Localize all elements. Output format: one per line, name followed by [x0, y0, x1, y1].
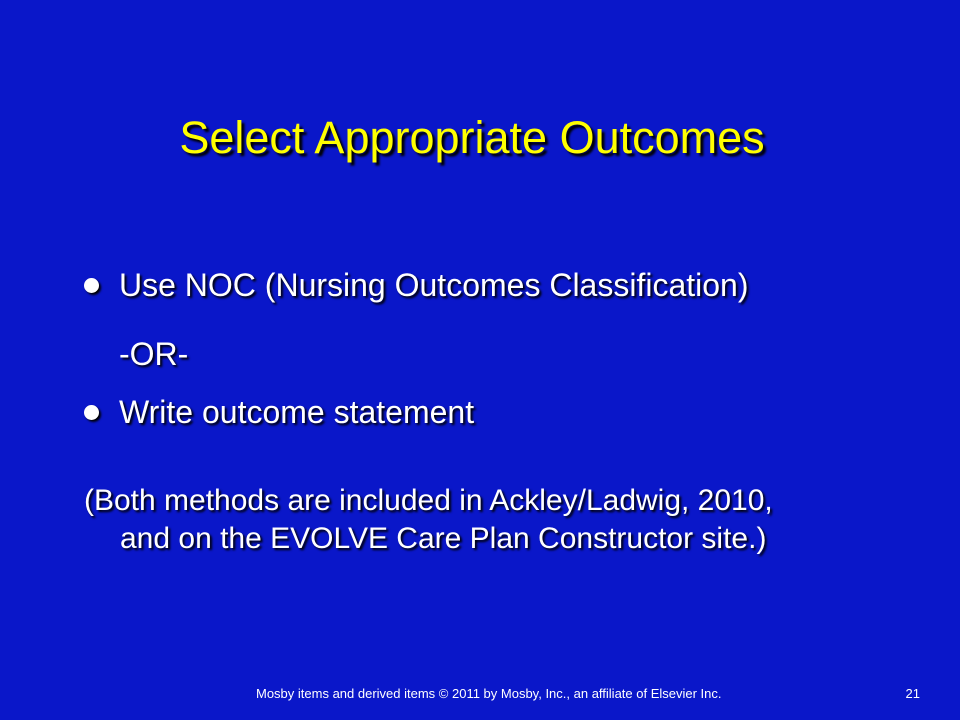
bullet-text-outcome-statement: Write outcome statement [119, 394, 475, 430]
bullet-dot-icon [84, 405, 99, 420]
bullet-text-noc: Use NOC (Nursing Outcomes Classification) [119, 267, 749, 303]
bullet-item-outcome-statement [84, 392, 474, 432]
or-separator: -OR- [119, 336, 189, 372]
methods-note-line-2: and on the EVOLVE Care Plan Constructor site.) [120, 522, 767, 555]
slide-title: Select Appropriate Outcomes [179, 112, 765, 163]
bullet-item-noc [84, 265, 749, 305]
page-number: 21 [905, 686, 920, 701]
methods-note [84, 482, 773, 558]
copyright-credit: Mosby items and derived items © 2011 by Mosby, Inc., an affiliate of Elsevier Inc. [256, 686, 722, 701]
separator-row [119, 334, 188, 374]
methods-note-line-1: (Both methods are included in Ackley/Ladwig, 2010, [84, 484, 773, 517]
bullet-dot-icon [84, 278, 99, 293]
